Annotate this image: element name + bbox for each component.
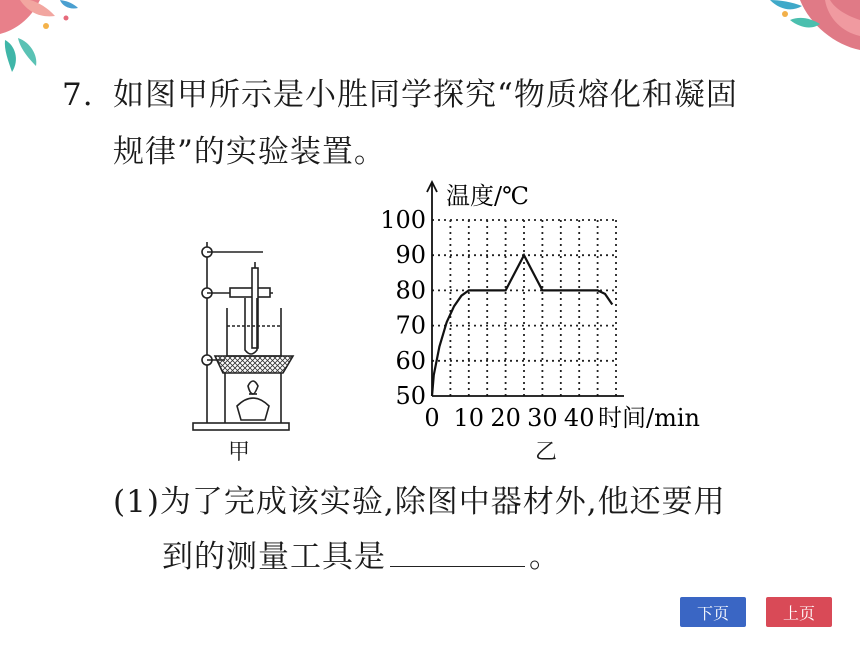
question-text-line1: 如图甲所示是小胜同学探究“物质熔化和凝固	[113, 77, 738, 113]
apparatus-caption: 甲	[228, 440, 251, 465]
sub-question-1-line1: (1)为了完成该实验,除图中器材外,他还要用	[113, 484, 726, 520]
y-tick-label: 60	[395, 346, 426, 375]
y-axis-label: 温度/℃	[446, 182, 529, 210]
graph-caption: 乙	[535, 440, 558, 465]
temperature-time-graph	[370, 176, 730, 438]
sub-question-1-text: 到的测量工具是	[162, 539, 386, 575]
x-axis-label: 时间/min	[598, 404, 700, 432]
y-tick-label: 90	[395, 241, 426, 270]
answer-blank[interactable]	[390, 540, 525, 567]
previous-page-button[interactable]: 上页	[766, 597, 832, 627]
y-tick-label: 50	[395, 382, 426, 410]
x-tick-label: 10	[453, 404, 485, 432]
sub-question-1-period: 。	[529, 539, 561, 575]
x-tick-label: 0	[424, 404, 440, 432]
question-number: 7.	[62, 77, 94, 113]
y-tick-label: 70	[395, 311, 426, 340]
graph-axes	[427, 182, 624, 396]
next-page-button[interactable]: 下页	[680, 597, 746, 627]
y-tick-label: 80	[395, 276, 426, 305]
sub-question-1-line2	[162, 540, 561, 573]
graph-grid	[432, 220, 616, 396]
question-text-line2: 规律”的实验装置。	[113, 134, 386, 170]
apparatus-figure	[185, 238, 295, 434]
floral-decoration-right	[730, 0, 860, 70]
x-tick-label: 30	[527, 404, 558, 432]
x-tick-label: 20	[490, 404, 521, 432]
floral-decoration-left	[0, 0, 95, 80]
y-tick-label: 100	[380, 206, 426, 234]
x-tick-label: 40	[563, 404, 595, 432]
